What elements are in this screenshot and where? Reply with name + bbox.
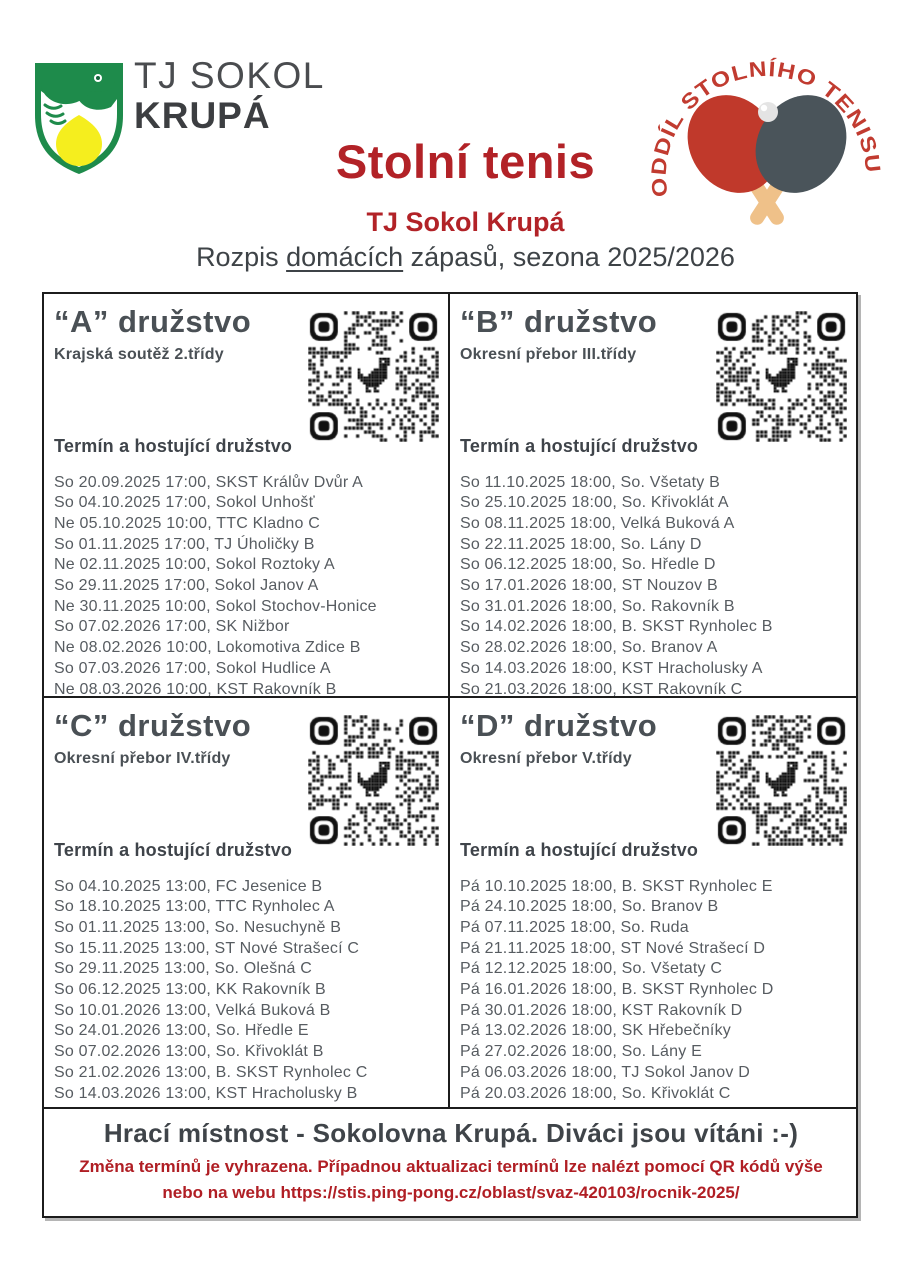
table-tennis-section-logo [648,24,886,230]
team-c-schedule-header: Termín a hostující družstvo [54,839,293,860]
team-b-match-list [460,473,848,698]
team-b-league: Okresní přebor III.třídy [460,345,637,363]
match-row: Pá 07.11.2025 18:00, So. Ruda [460,918,689,936]
match-row: Pá 10.10.2025 18:00, B. SKST Rynholec E [460,877,773,895]
ping-pong-ball [758,102,778,122]
team-a-schedule-header: Termín a hostující družstvo [54,435,293,456]
match-row: So 11.10.2025 18:00, So. Všetaty B [460,473,721,491]
match-row: Ne 05.10.2025 10:00, TTC Kladno C [54,514,321,532]
match-row: So 14.03.2026 13:00, KST Hracholusky B [54,1084,358,1102]
match-row: Pá 06.03.2026 18:00, TJ Sokol Janov D [460,1063,750,1081]
schedule-url-link[interactable]: https://stis.ping-pong.cz/oblast/svaz-420103/rocnik-2025/ [280,1183,740,1202]
team-c-title: “C” družstvo [54,708,252,743]
match-row: So 22.11.2025 18:00, So. Lány D [460,535,702,553]
match-row: So 07.02.2026 13:00, So. Křivoklát B [54,1043,324,1061]
schedule-heading [0,242,905,273]
match-row: Ne 02.11.2025 10:00, Sokol Roztoky A [54,556,335,574]
match-row: So 01.11.2025 17:00, TJ Úholičky B [54,535,315,553]
schedule-table [42,292,858,1218]
match-row: So 04.10.2025 17:00, Sokol Unhošť [54,494,315,512]
match-row: Pá 30.01.2026 18:00, KST Rakovník D [460,1001,743,1019]
schedule-heading-prefix: Rozpis [196,242,287,272]
footer-note [54,1154,848,1206]
qr-code-team-a [308,311,439,442]
match-row: So 07.03.2026 17:00, Sokol Hudlice A [54,659,331,677]
match-row: So 14.02.2026 18:00, B. SKST Rynholec B [460,618,773,636]
match-row: So 29.11.2025 13:00, So. Olešná C [54,960,313,978]
match-row: So 31.01.2026 18:00, So. Rakovník B [460,597,735,615]
venue-line: Hrací místnost - Sokolovna Krupá. Diváci jsou vítáni :-) [103,1118,799,1148]
match-row: So 07.02.2026 17:00, SK Nižbor [54,618,290,636]
club-name-line2: KRUPÁ [134,95,271,136]
team-b-schedule-header: Termín a hostující družstvo [460,435,699,456]
footer-note-line2: nebo na webu https://stis.ping-pong.cz/oblast/svaz-420103/rocnik-2025/ [162,1183,740,1202]
panel-team-b [450,294,856,698]
team-d-schedule-header: Termín a hostující družstvo [460,839,699,860]
team-d-match-list [460,877,848,1105]
match-row: Pá 27.02.2026 18:00, So. Lány E [460,1043,702,1061]
match-row: So 21.03.2026 18:00, KST Rakovník C [460,680,743,698]
page-subtitle: TJ Sokol Krupá [366,207,565,237]
match-row: Pá 16.01.2026 18:00, B. SKST Rynholec D [460,981,774,999]
match-row: So 15.11.2025 13:00, ST Nové Strašecí C [54,939,360,957]
qr-code-team-b [716,311,847,442]
match-row: Pá 20.03.2026 18:00, So. Křivoklát C [460,1084,731,1102]
panel-team-c [44,698,450,1109]
match-row: So 10.01.2026 13:00, Velká Buková B [54,1001,331,1019]
match-row: Pá 24.10.2025 18:00, So. Branov B [460,898,719,916]
match-row: So 25.10.2025 18:00, So. Křivoklát A [460,494,729,512]
match-row: So 24.01.2026 13:00, So. Hředle E [54,1022,309,1040]
panel-team-a [44,294,450,698]
arch-text: ODDÍL STOLNÍHO TENISU [648,57,884,199]
match-row: So 28.02.2026 18:00, So. Branov A [460,639,718,657]
qr-code-team-c [308,715,439,846]
team-d-league: Okresní přebor V.třídy [460,749,632,767]
match-row: So 08.11.2025 18:00, Velká Buková A [460,514,735,532]
match-row: So 21.02.2026 13:00, B. SKST Rynholec C [54,1063,368,1081]
match-row: Pá 12.12.2025 18:00, So. Všetaty C [460,960,723,978]
club-name [134,57,325,134]
team-b-title: “B” družstvo [460,304,658,339]
schedule-heading-underlined: domácích [286,242,404,272]
club-name-line1: TJ SOKOL [134,55,325,96]
match-row: Ne 30.11.2025 10:00, Sokol Stochov-Honice [54,597,377,615]
match-row: Pá 13.02.2026 18:00, SK Hřebečníky [460,1022,731,1040]
team-a-title: “A” družstvo [54,304,252,339]
match-row: So 01.11.2025 13:00, So. Nesuchyně B [54,918,342,936]
panel-team-d [450,698,856,1109]
match-row: So 04.10.2025 13:00, FC Jesenice B [54,877,323,895]
team-c-league: Okresní přebor IV.třídy [54,749,231,767]
page-title: Stolní tenis [335,135,596,188]
team-c-match-list [54,877,440,1105]
footer-panel [44,1109,856,1216]
match-row: So 29.11.2025 17:00, Sokol Janov A [54,577,319,595]
match-row: So 06.12.2025 18:00, So. Hředle D [460,556,716,574]
match-row: So 18.10.2025 13:00, TTC Rynholec A [54,898,335,916]
match-row: So 14.03.2026 18:00, KST Hracholusky A [460,659,763,677]
qr-code-team-d [716,715,847,846]
match-row: Ne 08.02.2026 10:00, Lokomotiva Zdice B [54,639,361,657]
match-row: Pá 21.11.2025 18:00, ST Nové Strašecí D [460,939,766,957]
team-d-title: “D” družstvo [460,708,658,743]
schedule-heading-suffix: zápasů, sezona 2025/2026 [403,242,735,272]
match-row: So 20.09.2025 17:00, SKST Králův Dvůr A [54,473,364,491]
match-row: Ne 08.03.2026 10:00, KST Rakovník B [54,680,337,698]
team-a-league: Krajská soutěž 2.třídy [54,345,224,363]
team-a-match-list [54,473,440,698]
footer-note-line1: Změna termínů je vyhrazena. Případnou aktualizaci termínů lze nalézt pomocí QR kódů výše [79,1157,823,1176]
match-row: So 17.01.2026 18:00, ST Nouzov B [460,577,718,595]
match-row: So 06.12.2025 13:00, KK Rakovník B [54,981,326,999]
